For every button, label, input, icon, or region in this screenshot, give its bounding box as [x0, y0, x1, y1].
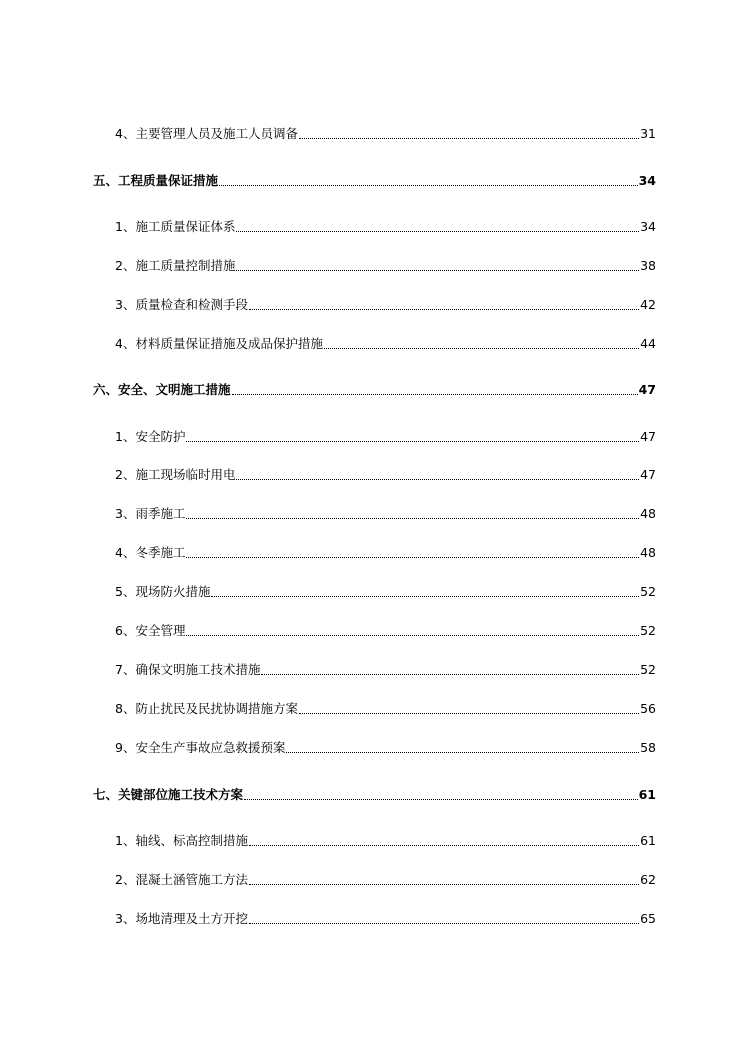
toc-entry-title: 2、施工质量控制措施 — [115, 258, 236, 273]
toc-entry-title: 3、质量检查和检测手段 — [115, 297, 248, 312]
toc-section-heading[interactable] — [93, 382, 656, 398]
toc-leader-dots — [286, 752, 639, 753]
toc-entry-page: 52 — [640, 623, 656, 638]
toc-entry-page: 65 — [640, 911, 656, 926]
toc-entry[interactable] — [115, 662, 656, 678]
toc-leader-dots — [232, 394, 638, 395]
toc-entry-title: 3、雨季施工 — [115, 506, 186, 521]
toc-entry-page: 44 — [640, 336, 656, 351]
toc-entry[interactable] — [115, 545, 656, 561]
toc-leader-dots — [236, 231, 639, 232]
toc-entry-title: 4、材料质量保证措施及成品保护措施 — [115, 336, 323, 351]
toc-entry-title: 9、安全生产事故应急救援预案 — [115, 740, 286, 755]
toc-entry[interactable] — [115, 623, 656, 639]
toc-entry[interactable] — [115, 336, 656, 352]
toc-entry[interactable] — [115, 833, 656, 849]
toc-entry-page: 61 — [638, 787, 656, 802]
toc-entry-page: 52 — [640, 662, 656, 677]
toc-entry-title: 3、场地清理及土方开挖 — [115, 911, 248, 926]
toc-leader-dots — [249, 884, 639, 885]
toc-entry-page: 62 — [640, 872, 656, 887]
toc-entry-title: 6、安全管理 — [115, 623, 186, 638]
toc-leader-dots — [236, 479, 639, 480]
toc-section-heading[interactable] — [93, 787, 656, 803]
toc-leader-dots — [324, 348, 639, 349]
toc-leader-dots — [219, 185, 638, 186]
toc-leader-dots — [249, 845, 639, 846]
toc-entry-title: 1、施工质量保证体系 — [115, 219, 236, 234]
toc-leader-dots — [299, 138, 639, 139]
toc-entry-page: 34 — [640, 219, 656, 234]
toc-entry-title: 七、关键部位施工技术方案 — [93, 787, 244, 802]
toc-entry-page: 47 — [640, 429, 656, 444]
toc-entry-title: 4、冬季施工 — [115, 545, 186, 560]
toc-leader-dots — [186, 635, 639, 636]
toc-leader-dots — [249, 309, 639, 310]
toc-entry-title: 2、混凝土涵管施工方法 — [115, 872, 248, 887]
toc-leader-dots — [249, 923, 639, 924]
toc-entry-title: 五、工程质量保证措施 — [93, 173, 219, 188]
toc-entry-page: 58 — [640, 740, 656, 755]
toc-entry-title: 1、轴线、标高控制措施 — [115, 833, 248, 848]
toc-entry[interactable] — [115, 429, 656, 445]
toc-section-heading[interactable] — [93, 173, 656, 189]
toc-entry[interactable] — [115, 584, 656, 600]
toc-entry-title: 2、施工现场临时用电 — [115, 467, 236, 482]
toc-entry-page: 38 — [640, 258, 656, 273]
toc-leader-dots — [186, 441, 639, 442]
toc-entry-page: 61 — [640, 833, 656, 848]
toc-entry-title: 4、主要管理人员及施工人员调备 — [115, 126, 298, 141]
toc-leader-dots — [236, 270, 639, 271]
toc-entry-title: 7、确保文明施工技术措施 — [115, 662, 261, 677]
toc-entry-title: 六、安全、文明施工措施 — [93, 382, 231, 397]
toc-entry[interactable] — [115, 297, 656, 313]
toc-entry[interactable] — [115, 506, 656, 522]
toc-entry-page: 34 — [638, 173, 656, 188]
toc-leader-dots — [299, 713, 639, 714]
toc-entry-title: 5、现场防火措施 — [115, 584, 211, 599]
toc-entry[interactable] — [115, 258, 656, 274]
toc-entry-page: 47 — [638, 382, 656, 397]
toc-entry-page: 48 — [640, 545, 656, 560]
toc-entry[interactable] — [115, 219, 656, 235]
toc-entry-page: 47 — [640, 467, 656, 482]
toc-leader-dots — [261, 674, 639, 675]
toc-entry-page: 52 — [640, 584, 656, 599]
toc-entry-page: 31 — [640, 126, 656, 141]
toc-leader-dots — [211, 596, 639, 597]
toc-entry[interactable] — [115, 740, 656, 756]
toc-leader-dots — [186, 518, 639, 519]
toc-entry[interactable] — [115, 872, 656, 888]
toc-leader-dots — [244, 799, 638, 800]
toc-entry-page: 56 — [640, 701, 656, 716]
toc-leader-dots — [186, 557, 639, 558]
toc-entry[interactable] — [115, 126, 656, 142]
toc-entry[interactable] — [115, 701, 656, 717]
toc-entry[interactable] — [115, 911, 656, 927]
toc-entry[interactable] — [115, 467, 656, 483]
toc-entry-title: 1、安全防护 — [115, 429, 186, 444]
toc-entry-title: 8、防止扰民及民扰协调措施方案 — [115, 701, 298, 716]
toc-entry-page: 42 — [640, 297, 656, 312]
toc-entry-page: 48 — [640, 506, 656, 521]
